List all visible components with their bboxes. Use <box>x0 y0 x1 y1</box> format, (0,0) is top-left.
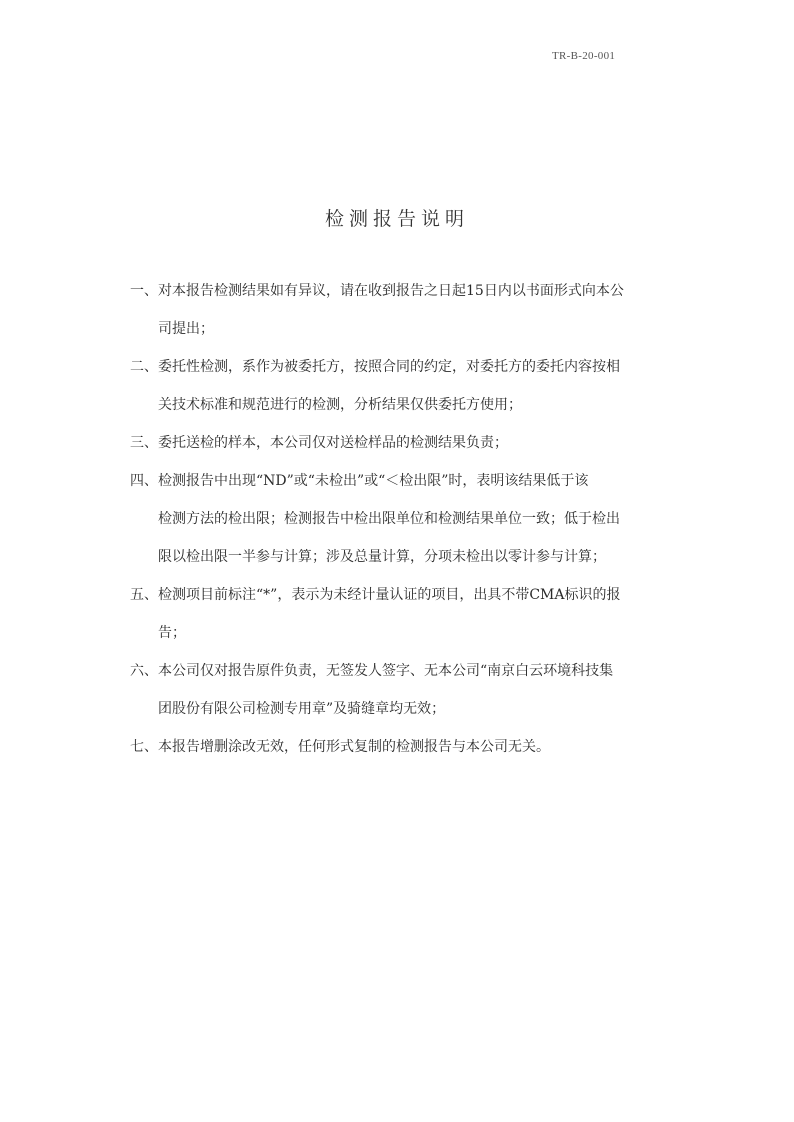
note-line: 检测报告中出现“ND”或“未检出”或“＜检出限”时，表明该结果低于该 <box>158 473 589 489</box>
note-item-1 <box>130 272 690 348</box>
note-text <box>158 576 690 652</box>
note-number: 三、 <box>130 435 158 451</box>
note-item-4 <box>130 462 690 576</box>
note-text <box>158 272 690 348</box>
note-line: 限以检出限一半参与计算；涉及总量计算，分项未检出以零计参与计算； <box>158 549 606 565</box>
note-number: 四、 <box>130 473 158 489</box>
note-number: 五、 <box>130 587 158 603</box>
note-line: 委托性检测，系作为被委托方，按照合同的约定，对委托方的委托内容按相 <box>158 359 620 375</box>
note-text <box>158 728 690 766</box>
document-code: TR-B-20-001 <box>552 50 616 62</box>
document-title: 检测报告说明 <box>324 208 469 230</box>
note-line: 司提出； <box>158 321 214 337</box>
note-item-6 <box>130 652 690 728</box>
note-number: 七、 <box>130 739 158 755</box>
note-line: 对本报告检测结果如有异议，请在收到报告之日起15日内以书面形式向本公 <box>158 283 624 299</box>
note-number: 二、 <box>130 359 158 375</box>
note-line: 本公司仅对报告原件负责，无签发人签字、无本公司“南京白云环境科技集 <box>158 663 614 679</box>
note-number: 六、 <box>130 663 158 679</box>
note-number: 一、 <box>130 283 158 299</box>
note-text <box>158 462 690 576</box>
note-item-5 <box>130 576 690 652</box>
note-item-7 <box>130 728 690 766</box>
note-line: 检测方法的检出限；检测报告中检出限单位和检测结果单位一致；低于检出 <box>158 511 620 527</box>
notes-list <box>130 272 690 766</box>
note-line: 告； <box>158 625 186 641</box>
note-line: 团股份有限公司检测专用章”及骑缝章均无效； <box>158 701 446 717</box>
note-line: 关技术标准和规范进行的检测，分析结果仅供委托方使用； <box>158 397 522 413</box>
note-line: 本报告增删涂改无效，任何形式复制的检测报告与本公司无关。 <box>158 739 550 755</box>
note-text <box>158 652 690 728</box>
note-line: 检测项目前标注“*”，表示为未经计量认证的项目，出具不带CMA标识的报 <box>158 587 621 603</box>
note-text <box>158 348 690 424</box>
note-line: 委托送检的样本，本公司仅对送检样品的检测结果负责； <box>158 435 508 451</box>
note-item-2 <box>130 348 690 424</box>
note-item-3 <box>130 424 690 462</box>
note-text <box>158 424 690 462</box>
